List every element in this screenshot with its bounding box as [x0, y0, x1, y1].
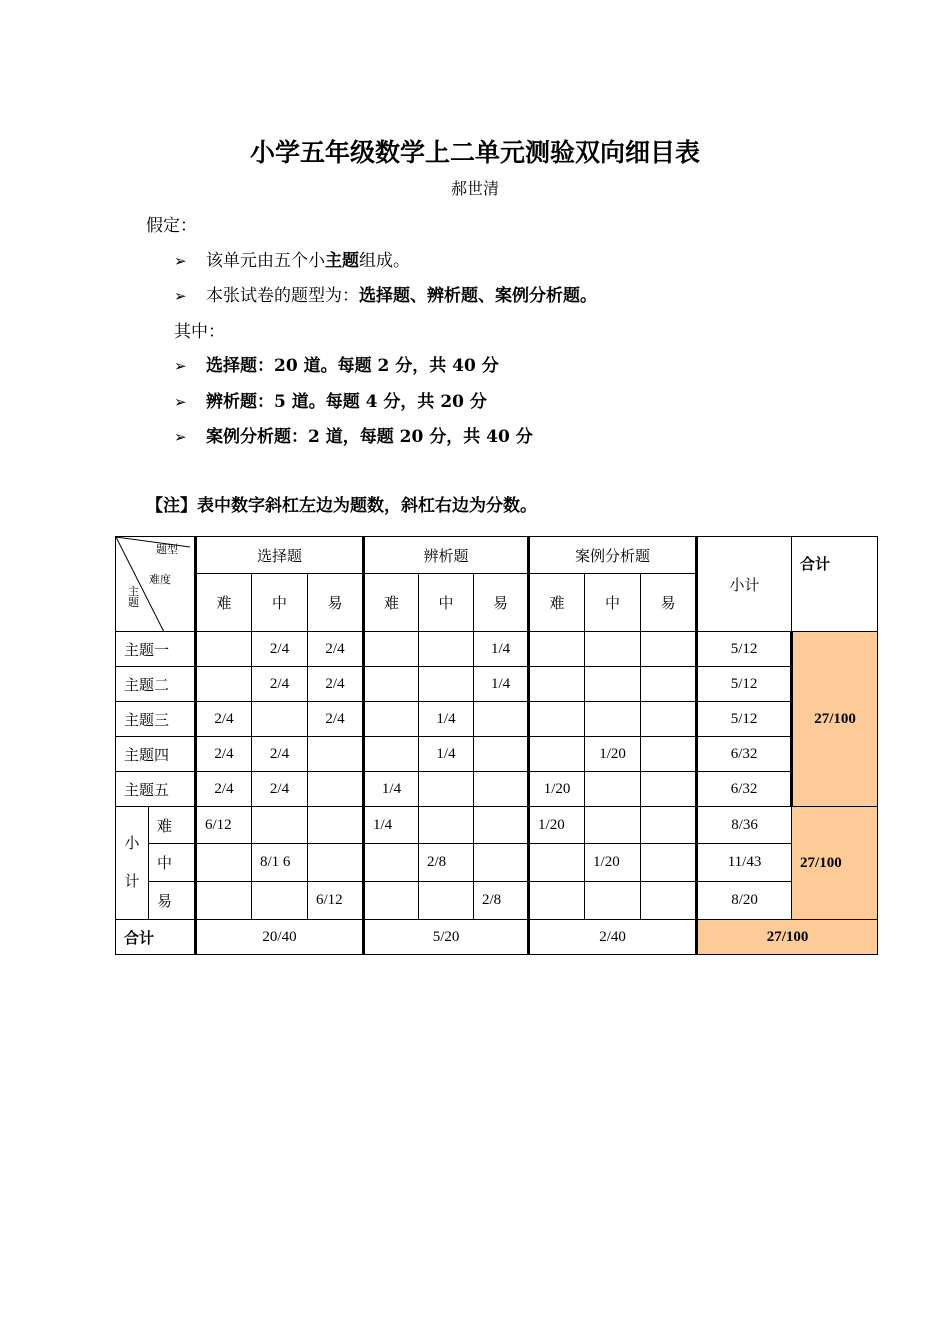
topic-name: 主题三 — [116, 702, 196, 737]
corner-difficulty-label: 难度 — [149, 574, 171, 586]
detail-text: 案例分析题：2 道，每题 20 分，共 40 分 — [206, 427, 533, 447]
cell — [308, 807, 364, 844]
table-row — [116, 667, 878, 702]
type-header: 选择题 — [196, 537, 364, 574]
cell — [474, 702, 529, 737]
bullet-bold-text: 主题 — [325, 251, 359, 271]
cell: 1/4 — [364, 772, 419, 807]
cell — [641, 702, 697, 737]
cell — [585, 772, 641, 807]
topic-name: 主题五 — [116, 772, 196, 807]
type-header: 辨析题 — [364, 537, 529, 574]
topic-name: 主题四 — [116, 737, 196, 772]
level-name: 易 — [149, 882, 196, 920]
cell: 1/4 — [474, 667, 529, 702]
arrowhead-bullet-icon: ➢ — [174, 393, 187, 411]
cell: 2/4 — [308, 667, 364, 702]
detail-item — [174, 422, 533, 447]
cell — [419, 632, 474, 667]
author: 郝世清 — [450, 179, 499, 198]
cell — [364, 844, 419, 882]
grand-total-label: 合计 — [116, 920, 196, 955]
total-header: 合计 — [792, 537, 878, 632]
assumption-label: 假定： — [146, 216, 197, 236]
subtotal-side-char: 小 — [124, 836, 140, 852]
cell — [419, 807, 474, 844]
cell: 6/12 — [196, 807, 252, 844]
cell: 6/12 — [308, 882, 364, 920]
cell — [196, 844, 252, 882]
level-header: 易 — [474, 574, 529, 632]
cell — [641, 807, 697, 844]
cell: 2/4 — [308, 632, 364, 667]
cell — [529, 667, 585, 702]
cell: 1/20 — [585, 737, 641, 772]
cell: 2/4 — [308, 702, 364, 737]
topic-name: 主题一 — [116, 632, 196, 667]
subtotal-cell: 6/32 — [697, 772, 792, 807]
level-header: 中 — [252, 574, 308, 632]
table-row — [116, 882, 878, 920]
cell — [529, 737, 585, 772]
detail-text: 选择题：20 道。每题 2 分，共 40 分 — [206, 356, 499, 376]
cell — [585, 667, 641, 702]
cell — [641, 667, 697, 702]
cell — [419, 882, 474, 920]
cell: 2/4 — [252, 667, 308, 702]
cell — [364, 667, 419, 702]
cell — [308, 844, 364, 882]
corner-topic-label: 主题 — [128, 586, 139, 609]
cell — [474, 807, 529, 844]
cell — [641, 632, 697, 667]
table-row — [116, 632, 878, 667]
cell — [641, 772, 697, 807]
cell — [529, 702, 585, 737]
cell: 1/4 — [364, 807, 419, 844]
cell — [474, 737, 529, 772]
cell — [196, 632, 252, 667]
table-note: 【注】表中数字斜杠左边为题数，斜杠右边为分数。 — [146, 496, 537, 516]
cell — [585, 882, 641, 920]
table-row — [116, 844, 878, 882]
topic-total-cell: 27/100 — [792, 632, 878, 807]
diagonal-corner-cell — [116, 537, 196, 632]
grand-total-row — [116, 920, 878, 955]
table-row — [116, 702, 878, 737]
among-label: 其中： — [174, 322, 225, 342]
arrowhead-bullet-icon: ➢ — [174, 357, 187, 375]
cell — [474, 844, 529, 882]
header-row-types — [116, 537, 878, 574]
subtotal-cell: 5/12 — [697, 632, 792, 667]
detail-text: 辨析题：5 道。每题 4 分，共 20 分 — [206, 392, 487, 412]
cell — [308, 772, 364, 807]
cell — [585, 702, 641, 737]
level-total-cell: 27/100 — [792, 807, 878, 920]
grand-total-cell: 27/100 — [697, 920, 878, 955]
level-header: 易 — [308, 574, 364, 632]
type-header: 案例分析题 — [529, 537, 697, 574]
cell: 1/4 — [474, 632, 529, 667]
cell — [529, 882, 585, 920]
bullet-item — [174, 246, 410, 271]
subtotal-cell: 8/20 — [697, 882, 792, 920]
subtotal-cell: 8/36 — [697, 807, 792, 844]
cell — [364, 882, 419, 920]
level-header: 难 — [196, 574, 252, 632]
subtotal-cell: 5/12 — [697, 702, 792, 737]
cell — [252, 807, 308, 844]
subtotal-cell: 6/32 — [697, 737, 792, 772]
cell — [529, 844, 585, 882]
detail-item — [174, 387, 487, 412]
arrowhead-bullet-icon: ➢ — [174, 428, 187, 446]
detail-item — [174, 351, 499, 376]
subtotal-cell: 5/12 — [697, 667, 792, 702]
table-row — [116, 807, 878, 844]
corner-type-label: 题型 — [156, 544, 178, 556]
subtotal-side-char: 计 — [124, 874, 140, 890]
cell — [641, 882, 697, 920]
level-header: 易 — [641, 574, 697, 632]
bullet-text: 本张试卷的题型为： — [206, 286, 359, 306]
cell: 2/4 — [252, 737, 308, 772]
subtotal-cell: 11/43 — [697, 844, 792, 882]
level-name: 难 — [149, 807, 196, 844]
cell: 2/8 — [419, 844, 474, 882]
level-header: 难 — [364, 574, 419, 632]
topic-name: 主题二 — [116, 667, 196, 702]
cell — [252, 882, 308, 920]
cell — [252, 702, 308, 737]
table-row — [116, 737, 878, 772]
type-total-cell: 5/20 — [364, 920, 529, 955]
cell — [419, 772, 474, 807]
page-title: 小学五年级数学上二单元测验双向细目表 — [249, 138, 700, 167]
arrowhead-bullet-icon: ➢ — [174, 287, 187, 305]
cell — [196, 667, 252, 702]
cell: 1/20 — [585, 844, 641, 882]
spec-table — [115, 536, 878, 955]
cell: 2/4 — [252, 772, 308, 807]
cell — [364, 632, 419, 667]
level-name: 中 — [149, 844, 196, 882]
cell: 1/20 — [529, 772, 585, 807]
bullet-item — [174, 281, 597, 306]
cell — [364, 702, 419, 737]
subtotal-side-label — [116, 807, 149, 920]
level-header: 中 — [419, 574, 474, 632]
cell — [308, 737, 364, 772]
cell: 2/4 — [252, 632, 308, 667]
level-header: 中 — [585, 574, 641, 632]
cell — [364, 737, 419, 772]
table-row — [116, 772, 878, 807]
bullet-text-end: 组成。 — [359, 251, 410, 271]
cell — [529, 632, 585, 667]
cell: 2/4 — [196, 702, 252, 737]
cell: 1/20 — [529, 807, 585, 844]
cell: 1/4 — [419, 737, 474, 772]
cell: 2/8 — [474, 882, 529, 920]
cell — [585, 807, 641, 844]
level-header: 难 — [529, 574, 585, 632]
cell: 1/4 — [419, 702, 474, 737]
cell — [196, 882, 252, 920]
cell — [641, 844, 697, 882]
arrowhead-bullet-icon: ➢ — [174, 252, 187, 270]
cell: 2/4 — [196, 737, 252, 772]
subtotal-header: 小计 — [697, 537, 792, 632]
type-total-cell: 2/40 — [529, 920, 697, 955]
type-total-cell: 20/40 — [196, 920, 364, 955]
cell: 8/1 6 — [252, 844, 308, 882]
cell — [641, 737, 697, 772]
cell — [585, 632, 641, 667]
cell — [474, 772, 529, 807]
bullet-bold-text: 选择题、辨析题、案例分析题。 — [359, 286, 597, 306]
cell: 2/4 — [196, 772, 252, 807]
cell — [419, 667, 474, 702]
bullet-text: 该单元由五个小 — [206, 251, 325, 271]
